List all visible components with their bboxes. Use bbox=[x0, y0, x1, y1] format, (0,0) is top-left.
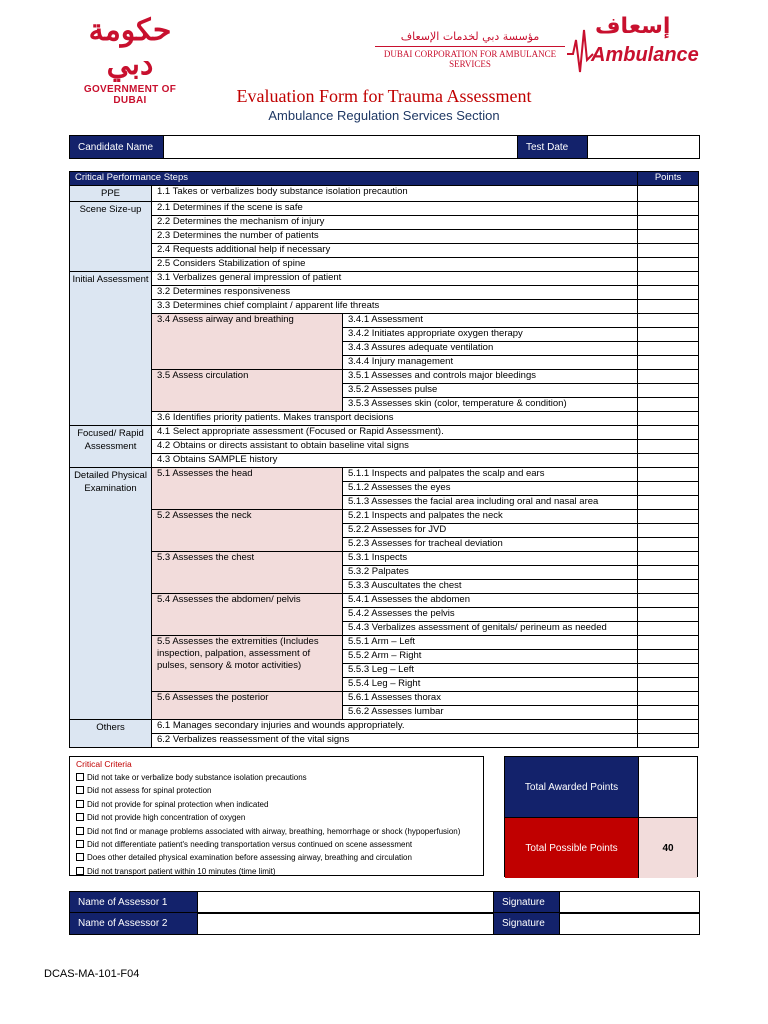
step-5-6-2: 5.6.2 Assesses lumbar bbox=[343, 706, 638, 720]
gov-logo-english: GOVERNMENT OF DUBAI bbox=[83, 84, 177, 106]
table-header-row bbox=[70, 172, 699, 186]
step-5-3-2: 5.3.2 Palpates bbox=[343, 566, 638, 580]
points-cell[interactable] bbox=[638, 454, 699, 468]
dcas-name-block bbox=[375, 30, 565, 69]
step-3-4-3: 3.4.3 Assures adequate ventilation bbox=[343, 342, 638, 356]
form-title: Evaluation Form for Trauma Assessment bbox=[236, 86, 532, 106]
assessor-1-row bbox=[69, 891, 700, 914]
points-cell[interactable] bbox=[638, 678, 699, 692]
ambulance-logo-arabic: إسعاف bbox=[595, 14, 671, 39]
dcas-divider bbox=[375, 46, 565, 47]
step-5-5: 5.5 Assesses the extremities (Includes inspection, palpation, assessment of pulses, sensory & motor activities) bbox=[152, 636, 343, 692]
points-cell[interactable] bbox=[638, 594, 699, 608]
signature-2-field[interactable] bbox=[560, 913, 699, 934]
checkbox[interactable] bbox=[76, 827, 84, 835]
table-row bbox=[70, 272, 699, 286]
criteria-item[interactable] bbox=[76, 784, 477, 797]
step-5-6: 5.6 Assesses the posterior bbox=[152, 692, 343, 720]
step-2-1: 2.1 Determines if the scene is safe bbox=[152, 202, 638, 216]
step-5-6-1: 5.6.1 Assesses thorax bbox=[343, 692, 638, 706]
category-detailed-physical-examination: Detailed Physical Examination bbox=[70, 468, 152, 720]
dcas-english-name: DUBAI CORPORATION FOR AMBULANCE SERVICES bbox=[383, 49, 557, 69]
step-3-5-1: 3.5.1 Assesses and controls major bleedings bbox=[343, 370, 638, 384]
points-cell[interactable] bbox=[638, 608, 699, 622]
step-5-2-1: 5.2.1 Inspects and palpates the neck bbox=[343, 510, 638, 524]
step-5-3-1: 5.3.1 Inspects bbox=[343, 552, 638, 566]
points-cell[interactable] bbox=[638, 370, 699, 384]
step-5-5-2: 5.5.2 Arm – Right bbox=[343, 650, 638, 664]
table-row bbox=[70, 468, 699, 482]
table-row bbox=[70, 300, 699, 314]
total-awarded-label: Total Awarded Points bbox=[505, 757, 639, 817]
checkbox[interactable] bbox=[76, 867, 84, 875]
dcas-arabic-name: مؤسسة دبي لخدمات الإسعاف bbox=[400, 30, 540, 43]
points-cell[interactable] bbox=[638, 440, 699, 454]
step-2-5: 2.5 Considers Stabilization of spine bbox=[152, 258, 638, 272]
ambulance-logo-english: Ambulance bbox=[591, 44, 699, 66]
criteria-text: Did not transport patient within 10 minutes (time limit) bbox=[87, 866, 276, 876]
criteria-item[interactable] bbox=[76, 838, 477, 851]
step-2-4: 2.4 Requests additional help if necessary bbox=[152, 244, 638, 258]
step-3-3: 3.3 Determines chief complaint / apparent life threats bbox=[152, 300, 638, 314]
points-cell[interactable] bbox=[638, 566, 699, 580]
performance-steps-table bbox=[69, 171, 699, 748]
step-6-1: 6.1 Manages secondary injuries and wounds appropriately. bbox=[152, 720, 638, 734]
candidate-name-field[interactable] bbox=[164, 136, 518, 158]
signature-1-label: Signature bbox=[494, 892, 560, 913]
step-5-2: 5.2 Assesses the neck bbox=[152, 510, 343, 552]
step-5-4-2: 5.4.2 Assesses the pelvis bbox=[343, 608, 638, 622]
criteria-text: Did not provide for spinal protection when indicated bbox=[87, 799, 269, 809]
points-cell[interactable] bbox=[638, 202, 699, 216]
points-cell[interactable] bbox=[638, 216, 699, 230]
points-cell[interactable] bbox=[638, 384, 699, 398]
step-5-2-3: 5.2.3 Assesses for tracheal deviation bbox=[343, 538, 638, 552]
table-row bbox=[70, 510, 699, 524]
signature-1-field[interactable] bbox=[560, 892, 699, 913]
checkbox[interactable] bbox=[76, 840, 84, 848]
points-cell[interactable] bbox=[638, 468, 699, 482]
points-cell[interactable] bbox=[638, 720, 699, 734]
table-row bbox=[70, 692, 699, 706]
criteria-text: Did not provide high concentration of oxygen bbox=[87, 813, 246, 823]
step-5-5-1: 5.5.1 Arm – Left bbox=[343, 636, 638, 650]
assessor-2-name-field[interactable] bbox=[198, 913, 494, 934]
points-cell[interactable] bbox=[638, 482, 699, 496]
step-3-5: 3.5 Assess circulation bbox=[152, 370, 343, 412]
criteria-item[interactable] bbox=[76, 825, 477, 838]
total-possible-value: 40 bbox=[639, 818, 697, 878]
criteria-text: Does other detailed physical examination before assessing airway, breathing and circulation bbox=[87, 853, 412, 863]
step-4-1: 4.1 Select appropriate assessment (Focused or Rapid Assessment). bbox=[152, 426, 638, 440]
header-points: Points bbox=[638, 172, 699, 186]
points-cell[interactable] bbox=[638, 692, 699, 706]
total-possible-row bbox=[505, 818, 697, 878]
points-cell[interactable] bbox=[638, 286, 699, 300]
points-cell[interactable] bbox=[638, 510, 699, 524]
step-3-2: 3.2 Determines responsiveness bbox=[152, 286, 638, 300]
assessor-2-label: Name of Assessor 2 bbox=[70, 913, 198, 934]
criteria-text: Did not assess for spinal protection bbox=[87, 786, 212, 796]
candidate-name-label: Candidate Name bbox=[70, 136, 164, 158]
points-cell[interactable] bbox=[638, 356, 699, 370]
criteria-item[interactable] bbox=[76, 771, 477, 784]
step-2-3: 2.3 Determines the number of patients bbox=[152, 230, 638, 244]
form-subtitle: Ambulance Regulation Services Section bbox=[268, 108, 500, 123]
assessor-1-label: Name of Assessor 1 bbox=[70, 892, 198, 913]
points-cell[interactable] bbox=[638, 398, 699, 412]
table-row bbox=[70, 244, 699, 258]
step-5-1-3: 5.1.3 Assesses the facial area including oral and nasal area bbox=[343, 496, 638, 510]
table-row bbox=[70, 202, 699, 216]
table-row bbox=[70, 258, 699, 272]
step-6-2: 6.2 Verbalizes reassessment of the vital signs bbox=[152, 734, 638, 748]
step-3-5-2: 3.5.2 Assesses pulse bbox=[343, 384, 638, 398]
step-5-3-3: 5.3.3 Auscultates the chest bbox=[343, 580, 638, 594]
checkbox[interactable] bbox=[76, 853, 84, 861]
step-5-5-3: 5.5.3 Leg – Left bbox=[343, 664, 638, 678]
step-3-4-1: 3.4.1 Assessment bbox=[343, 314, 638, 328]
category-others: Others bbox=[70, 720, 152, 748]
points-cell[interactable] bbox=[638, 496, 699, 510]
points-cell[interactable] bbox=[638, 300, 699, 314]
category-initial-assessment: Initial Assessment bbox=[70, 272, 152, 426]
assessor-1-name-field[interactable] bbox=[198, 892, 494, 913]
test-date-field[interactable] bbox=[588, 136, 699, 158]
table-row bbox=[70, 426, 699, 440]
criteria-item[interactable] bbox=[76, 798, 477, 811]
criteria-text: Did not find or manage problems associated with airway, breathing, hemorrhage or shock (hypoperfusion) bbox=[87, 826, 461, 836]
step-5-2-2: 5.2.2 Assesses for JVD bbox=[343, 524, 638, 538]
critical-criteria-title: Critical Criteria bbox=[76, 759, 132, 769]
table-row bbox=[70, 412, 699, 426]
signature-2-label: Signature bbox=[494, 913, 560, 934]
table-row bbox=[70, 186, 699, 202]
step-5-4-3: 5.4.3 Verbalizes assessment of genitals/ perineum as needed bbox=[343, 622, 638, 636]
criteria-text: Did not differentiate patient's needing transportation versus continued on scene assessment bbox=[87, 840, 413, 850]
test-date-label: Test Date bbox=[518, 136, 588, 158]
points-cell[interactable] bbox=[638, 412, 699, 426]
table-row bbox=[70, 440, 699, 454]
points-cell[interactable] bbox=[638, 650, 699, 664]
step-5-1-1: 5.1.1 Inspects and palpates the scalp and ears bbox=[343, 468, 638, 482]
step-3-6: 3.6 Identifies priority patients. Makes transport decisions bbox=[152, 412, 638, 426]
category-scene-size-up: Scene Size-up bbox=[70, 202, 152, 272]
checkbox[interactable] bbox=[76, 786, 84, 794]
points-cell[interactable] bbox=[638, 538, 699, 552]
step-5-5-4: 5.5.4 Leg – Right bbox=[343, 678, 638, 692]
table-row bbox=[70, 314, 699, 328]
gov-logo-arabic: حكومة دبي bbox=[88, 13, 172, 82]
step-5-1: 5.1 Assesses the head bbox=[152, 468, 343, 510]
points-cell[interactable] bbox=[638, 580, 699, 594]
criteria-text: Did not take or verbalize body substance isolation precautions bbox=[87, 773, 307, 782]
points-cell[interactable] bbox=[638, 258, 699, 272]
total-possible-label: Total Possible Points bbox=[505, 818, 639, 878]
points-cell[interactable] bbox=[638, 552, 699, 566]
critical-criteria-box bbox=[69, 756, 484, 876]
table-row bbox=[70, 636, 699, 650]
category-ppe: PPE bbox=[70, 186, 152, 202]
points-cell[interactable] bbox=[638, 186, 699, 202]
step-5-3: 5.3 Assesses the chest bbox=[152, 552, 343, 594]
points-cell[interactable] bbox=[638, 524, 699, 538]
table-row bbox=[70, 216, 699, 230]
points-cell[interactable] bbox=[638, 636, 699, 650]
step-4-2: 4.2 Obtains or directs assistant to obtain baseline vital signs bbox=[152, 440, 638, 454]
header-steps: Critical Performance Steps bbox=[70, 172, 638, 186]
step-5-4: 5.4 Assesses the abdomen/ pelvis bbox=[152, 594, 343, 636]
document-code: DCAS-MA-101-F04 bbox=[44, 968, 140, 980]
points-cell[interactable] bbox=[638, 706, 699, 720]
step-2-2: 2.2 Determines the mechanism of injury bbox=[152, 216, 638, 230]
points-cell[interactable] bbox=[638, 426, 699, 440]
step-3-1: 3.1 Verbalizes general impression of patient bbox=[152, 272, 638, 286]
table-row bbox=[70, 594, 699, 608]
step-5-1-2: 5.1.2 Assesses the eyes bbox=[343, 482, 638, 496]
table-row bbox=[70, 552, 699, 566]
step-5-4-1: 5.4.1 Assesses the abdomen bbox=[343, 594, 638, 608]
criteria-item[interactable] bbox=[76, 865, 477, 878]
points-cell[interactable] bbox=[638, 342, 699, 356]
ambulance-logo bbox=[565, 14, 699, 74]
points-cell[interactable] bbox=[638, 328, 699, 342]
total-awarded-row bbox=[505, 757, 697, 818]
points-cell[interactable] bbox=[638, 314, 699, 328]
step-3-4-2: 3.4.2 Initiates appropriate oxygen therapy bbox=[343, 328, 638, 342]
step-1-1: 1.1 Takes or verbalizes body substance isolation precaution bbox=[152, 186, 638, 202]
points-cell[interactable] bbox=[638, 664, 699, 678]
step-3-4-4: 3.4.4 Injury management bbox=[343, 356, 638, 370]
checkbox[interactable] bbox=[76, 813, 84, 821]
step-3-5-3: 3.5.3 Assesses skin (color, temperature & condition) bbox=[343, 398, 638, 412]
points-cell[interactable] bbox=[638, 230, 699, 244]
table-row bbox=[70, 370, 699, 384]
step-4-3: 4.3 Obtains SAMPLE history bbox=[152, 454, 638, 468]
checkbox[interactable] bbox=[76, 773, 84, 781]
table-row bbox=[70, 230, 699, 244]
totals-box bbox=[504, 756, 698, 877]
checkbox[interactable] bbox=[76, 800, 84, 808]
points-cell[interactable] bbox=[638, 622, 699, 636]
assessor-2-row bbox=[69, 912, 700, 935]
table-row bbox=[70, 286, 699, 300]
criteria-item[interactable] bbox=[76, 851, 477, 864]
points-cell[interactable] bbox=[638, 734, 699, 748]
category-focused-rapid-assessment: Focused/ Rapid Assessment bbox=[70, 426, 152, 468]
step-3-4: 3.4 Assess airway and breathing bbox=[152, 314, 343, 370]
points-cell[interactable] bbox=[638, 244, 699, 258]
table-row bbox=[70, 720, 699, 734]
table-row bbox=[70, 734, 699, 748]
points-cell[interactable] bbox=[638, 272, 699, 286]
candidate-bar bbox=[69, 135, 700, 159]
criteria-item[interactable] bbox=[76, 811, 477, 824]
table-row bbox=[70, 454, 699, 468]
total-awarded-value[interactable] bbox=[639, 757, 697, 817]
